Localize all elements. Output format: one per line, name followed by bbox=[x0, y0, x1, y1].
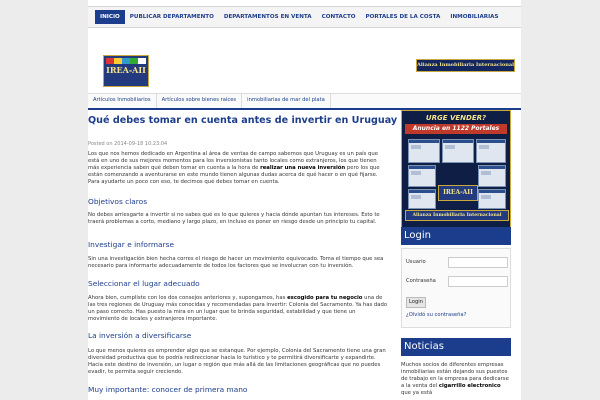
forgot-password-link[interactable]: ¿Olvidó su contraseña? bbox=[406, 312, 467, 318]
ad-footer: Alianza Inmobiliaria Internacional bbox=[405, 210, 509, 221]
header-banner[interactable]: Alianza Inmobiliaria Internacional bbox=[416, 59, 515, 72]
top-nav-list bbox=[95, 10, 504, 24]
heading-diversificar: La inversión a diversificarse bbox=[88, 331, 192, 340]
subnav-articulos-inmobiliarios[interactable]: Artículos Inmobiliarios bbox=[88, 94, 157, 108]
paragraph-lugar: Ahora bien, cumpliste con los dos consejos anteriores y, supongamos, has escogido para tu negocio una de las tres regiones de Uruguay más conocidas y recomendadas para invertir: Colonia del Sacramento. Ya has dado un paso correcto. Has puesto la mira en un lugar que te brinda seguridad, estabilidad y que tiene un movimiento de locales y extranjeros importante. bbox=[88, 295, 388, 322]
ad-banner[interactable] bbox=[401, 110, 511, 229]
paragraph-investigar: Sin una investigación bien hecha corres el riesgo de hacer un movimiento equivocado. Toma el tiempo que sea necesario para informarte adecuadamente de todos los factores que se involucran con tu inversión. bbox=[88, 256, 384, 269]
news-text: Muchos socios de diferentes empresas inmobiliarias están dejando sus puestos de trabajo en la empresa para dedicarse a la venta del cigarrillo electronico que ya está bbox=[401, 362, 509, 396]
post-meta: Posted on 2014-09-18 10:23:04 bbox=[88, 141, 168, 147]
news-title: Noticias bbox=[401, 338, 511, 356]
nav-inicio[interactable]: INICIO bbox=[95, 10, 125, 24]
page bbox=[88, 0, 521, 400]
ad-logo: IREA-AII bbox=[438, 185, 478, 201]
portal-screenshot bbox=[442, 139, 474, 163]
password-label: Contraseña bbox=[406, 278, 436, 284]
nav-contacto[interactable]: CONTACTO bbox=[321, 14, 356, 20]
paragraph-objetivos: No debes arriesgarte a invertir si no sabes qué es lo que quieres y hacia dónde apuntan tus intereses. Esto te traerá problemas a corto, mediano y largo plazo, en incluso es poner en riesgo desde un principio tu capital. bbox=[88, 212, 380, 225]
subnav-inmobiliarias-mar-del-plata[interactable]: inmobiliarias de mar del plata bbox=[242, 94, 331, 108]
heading-investigar: Investigar e informarse bbox=[88, 240, 175, 249]
top-navigation bbox=[88, 6, 521, 28]
site-logo[interactable] bbox=[103, 55, 149, 87]
portal-screenshot bbox=[478, 165, 506, 187]
category-nav bbox=[88, 93, 521, 110]
login-button[interactable]: Login bbox=[406, 297, 426, 308]
ad-headline: URGE VENDER? bbox=[425, 114, 487, 122]
login-form bbox=[401, 248, 511, 328]
article-title[interactable]: Qué debes tomar en cuenta antes de invertir en Uruguay bbox=[88, 115, 398, 126]
logo-text: IREA-AII bbox=[106, 65, 146, 75]
heading-conocer: Muy importante: conocer de primera mano bbox=[88, 385, 248, 394]
username-input[interactable] bbox=[448, 257, 508, 268]
heading-lugar: Seleccionar el lugar adecuado bbox=[88, 279, 200, 288]
login-title: Login bbox=[401, 227, 511, 245]
article-intro: Los que nos hemos dedicado en Argentina al área de ventas de campo sabemos que Uruguay es un país que está en uno de sus mejores momentos para los inversionistas tanto locales como extranjeros, los que tienen más experiencia saben qué deben tomar en cuenta a la hora de realizar una nueva inversión pero los que están comenzando a aventurarse en este mundo tienen algunas dudas acerca de qué hacer o en qué fijarse. Para ayudarte un poco con eso, te decimos qué debes tomar en cuenta. bbox=[88, 151, 380, 185]
paragraph-diversificar: Lo que menos quieres es emprender algo que se estanque. Por ejemplo, Colonia del Sacramento tiene una gran diversidad productiva que te podría redireccionar hacia lo turístico y te permitirá diversificarte y expandirte. Hacia este destino de inversión, un lugar o región que más allá de las limitaciones geográficas que no puedes evadir, te permita seguir creciendo. bbox=[88, 348, 386, 375]
portal-screenshot bbox=[408, 189, 436, 209]
nav-portales-de-la-costa[interactable]: PORTALES DE LA COSTA bbox=[365, 14, 441, 20]
portal-screenshot bbox=[408, 165, 436, 187]
password-input[interactable] bbox=[448, 276, 508, 287]
portal-screenshot bbox=[476, 139, 506, 163]
subnav-articulos-bienes-raices[interactable]: Artículos sobre bienes raíces bbox=[157, 94, 243, 108]
ad-subheadline: Anuncia en 1122 Portales bbox=[405, 124, 507, 134]
flags-strip bbox=[106, 58, 146, 64]
portal-screenshot bbox=[478, 189, 506, 209]
nav-publicar-departamento[interactable]: PUBLICAR DEPARTAMENTO bbox=[129, 14, 214, 20]
nav-inmobiliarias[interactable]: INMOBILIARIAS bbox=[450, 14, 499, 20]
username-label: Usuario bbox=[406, 259, 426, 265]
heading-objetivos: Objetivos claros bbox=[88, 197, 148, 206]
portal-screenshot bbox=[408, 139, 440, 163]
nav-departamentos-en-venta[interactable]: DEPARTAMENTOS EN VENTA bbox=[223, 14, 312, 20]
